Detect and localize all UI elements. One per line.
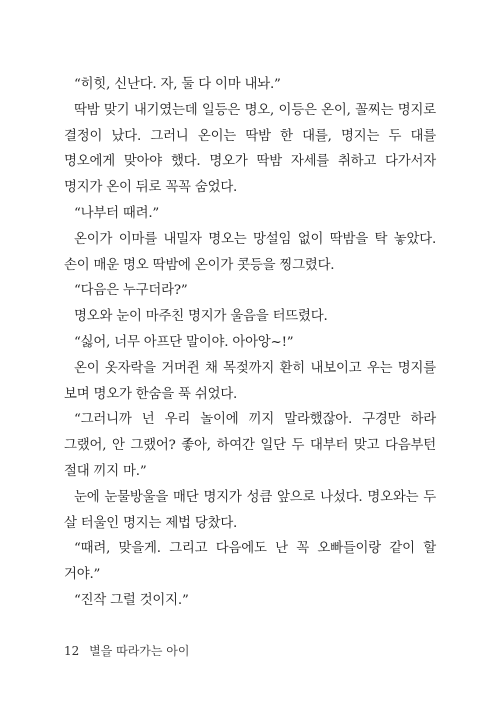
paragraph-12: “진작 그럴 것이지.” <box>74 592 189 608</box>
page-footer <box>64 642 189 659</box>
running-title: 별을 따라가는 아이 <box>89 644 190 658</box>
body-text <box>64 72 436 614</box>
paragraph-8: 온이 옷자락을 거머쥔 채 목젖까지 환히 내보이고 우는 명지를 보며 명오가 한숨을 푹 쉬었다. <box>64 360 436 402</box>
paragraph-5: “다음은 누구더라?” <box>74 283 188 299</box>
page-number: 12 <box>64 644 80 658</box>
paragraph-4: 온이가 이마를 내밀자 명오는 망설임 없이 딱밤을 탁 놓았다. 손이 매운 명오 딱밤에 온이가 콧등을 찡그렸다. <box>64 231 436 273</box>
paragraph-11: “때려, 맞을게. 그리고 다음에도 난 꼭 오빠들이랑 같이 할 거야.” <box>64 541 436 583</box>
paragraph-10: 눈에 눈물방울을 매단 명지가 성큼 앞으로 나섰다. 명오와는 두 살 터울인 명지는 제법 당찼다. <box>64 489 436 531</box>
paragraph-9: “그러니까 넌 우리 놀이에 끼지 말라했잖아. 구경만 하라 그랬어, 안 그랬어? 좋아, 하여간 일단 두 대부터 맞고 다음부턴 절대 끼지 마.” <box>64 412 436 479</box>
paragraph-2: 딱밤 맞기 내기였는데 일등은 명오, 이등은 온이, 꼴찌는 명지로 결정이 났다. 그러니 온이는 딱밤 한 대를, 명지는 두 대를 명오에게 맞아야 했다. 명오가 딱밤 자세를 취하고 다가서자 명지가 온이 뒤로 꼭꼭 숨었다. <box>64 102 436 196</box>
paragraph-6: 명오와 눈이 마주친 명지가 울음을 터뜨렸다. <box>74 309 328 325</box>
paragraph-1: “히힛, 신난다. 자, 둘 다 이마 내놔.” <box>74 77 281 92</box>
paragraph-3: “나부터 때려.” <box>74 205 160 221</box>
paragraph-7: “싫어, 너무 아프단 말이야. 아아앙~!” <box>74 334 294 350</box>
